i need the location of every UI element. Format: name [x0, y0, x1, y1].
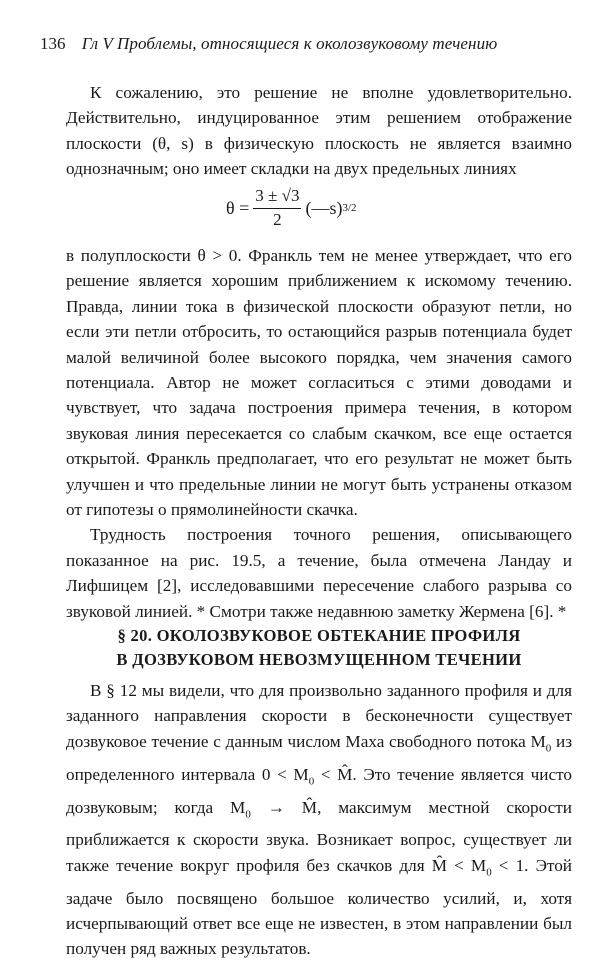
formula-numerator: 3 ± √3	[253, 186, 301, 209]
mach-subscript: 0	[308, 775, 315, 788]
p4-text-5: < 1. Этой задаче было посвящено большое количество усилий, и, хотя исчерпывающий ответ все еще не известен, в этом направлении был получен ряд важных результатов.	[66, 855, 572, 959]
paragraph-3: Трудность построения точного решения, описывающего показанное на рис. 19.5, а течение, была отмечена Ландау и Лифшицем [2], исследовавшими пересечение слабого разрыва со звуковой линией. * Смотри также недавнюю заметку Жермена [6]. *	[66, 525, 572, 621]
p4-text-3: < M̂. Это течение является чисто дозвуковым; когда M	[66, 764, 572, 817]
paragraph-1: К сожалению, это решение не вполне удовлетворительно. Действительно, индуцированное этим решением отображение плоскости (θ, s) в физическую плоскость не является взаимно однозначным; оно имеет складки на двух предельных линиях	[66, 83, 572, 179]
paragraph-2: в полуплоскости θ > 0. Франкль тем не менее утверждает, что его решение является хорошим приближением к искомому течению. Правда, линии тока в физической плоскости образуют петли, но если эти петли отбросить, то остающийся разрыв потенциала будет малой величиной более высокого порядка, чем значения самого потенциала. Автор не может согласиться с этими доводами и чувствует, что задача построения примера течения, в котором звуковая линия пересекается со слабым скачком, все еще остается открытой. Франкль предполагает, что его результат не может быть улучшен и что предельные линии не могут быть устранены отказом от гипотезы о прямолинейности скачка.	[66, 246, 572, 520]
formula-rhs: (—s)	[305, 197, 343, 218]
page-number: 136	[40, 34, 66, 53]
p4-text-4: → M̂, максимум местной скорости приближается к скорости звука. Возникает вопрос, существует ли также течение вокруг профиля без скачков для M̂ < M	[66, 797, 572, 875]
running-title: Гл V Проблемы, относящиеся к околозвуковому течению	[81, 34, 498, 53]
paragraph-4	[66, 678, 572, 962]
formula-limit-lines	[226, 180, 357, 236]
formula-lhs: θ =	[226, 197, 250, 218]
paragraph-2-block	[66, 243, 572, 624]
p4-text-1: В § 12 мы видели, что для произвольно заданного профиля и для заданного направления скорости в бесконечности существует дозвуковое течение с данным числом Маха свободного потока M	[66, 681, 572, 751]
mach-subscript: 0	[486, 866, 492, 879]
running-header	[40, 34, 580, 54]
formula-exponent: 3/2	[342, 202, 357, 214]
section-heading-line-2: В ДОЗВУКОВОМ НЕВОЗМУЩЕННОМ ТЕЧЕНИИ	[116, 650, 522, 669]
formula-denominator: 2	[273, 210, 282, 229]
p4-text-2: из определенного интервала 0 < M	[66, 731, 572, 784]
section-heading-line-1: § 20. ОКОЛОЗВУКОВОЕ ОБТЕКАНИЕ ПРОФИЛЯ	[117, 626, 521, 645]
mach-subscript: 0	[545, 742, 552, 755]
paragraph-1-block	[66, 80, 572, 182]
mach-subscript: 0	[245, 807, 251, 820]
paragraph-4-block	[66, 678, 572, 962]
formula-fraction	[253, 186, 301, 230]
section-heading	[66, 624, 572, 672]
